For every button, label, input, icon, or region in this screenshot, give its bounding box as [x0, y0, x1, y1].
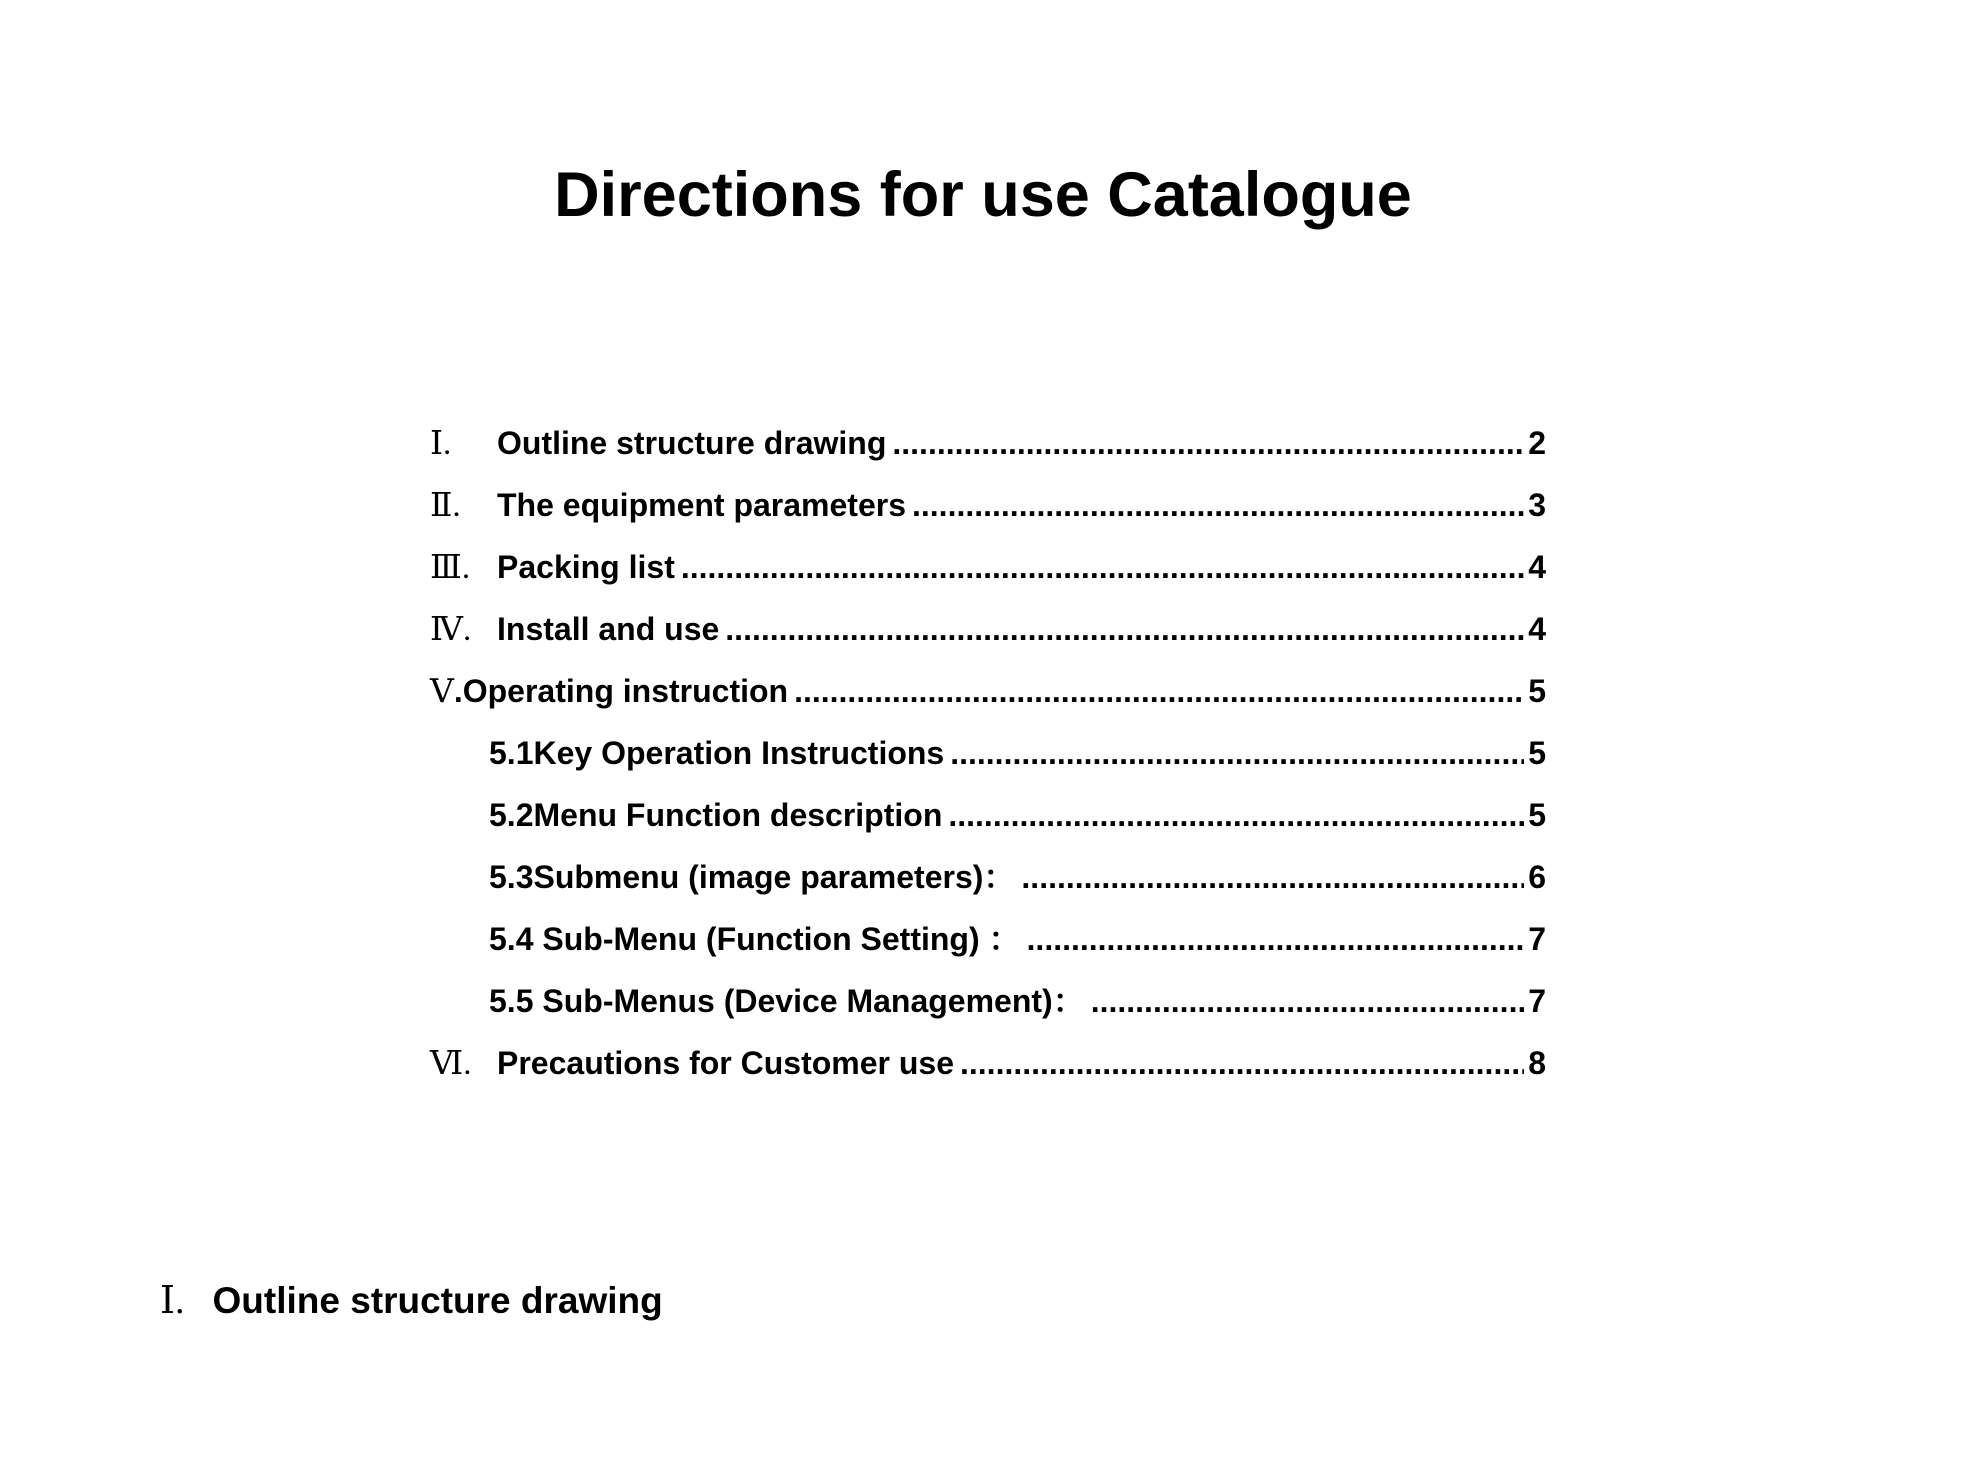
toc-entry-label: Packing list	[497, 549, 675, 585]
toc-entry-page: 6	[1528, 859, 1546, 895]
toc-dot-leader	[725, 598, 1524, 660]
toc-entry-page: 2	[1528, 425, 1546, 461]
toc-entry-page: 7	[1528, 921, 1546, 957]
toc-entry-page: 5	[1528, 797, 1546, 833]
toc-entry-precautions-for-customer-use[interactable]	[430, 1032, 1546, 1094]
toc-dot-leader	[794, 660, 1524, 722]
toc-entry-label: 5.5 Sub-Menus (Device Management)：	[489, 983, 1085, 1019]
toc-entry-label: 5.4 Sub-Menu (Function Setting) ：	[489, 921, 1021, 957]
toc-dot-leader	[912, 474, 1524, 536]
toc-entry-number: Ⅲ.	[430, 550, 471, 586]
toc-dot-leader	[892, 412, 1524, 474]
toc-entry-menu-function-description[interactable]	[430, 784, 1546, 846]
toc-entry-submenu-function-setting[interactable]	[430, 908, 1546, 970]
section-number: Ⅰ.	[160, 1280, 185, 1322]
toc-entry-outline-structure-drawing[interactable]	[430, 412, 1546, 474]
toc-entry-page: 4	[1528, 549, 1546, 585]
toc-entry-label: The equipment parameters	[497, 487, 906, 523]
section-heading	[160, 1278, 663, 1324]
toc-dot-leader	[1021, 846, 1524, 908]
toc-entry-label: Precautions for Customer use	[497, 1045, 954, 1081]
toc-entry-operating-instruction[interactable]	[430, 660, 1546, 722]
toc-entry-page: 3	[1528, 487, 1546, 523]
toc-dot-leader	[950, 722, 1524, 784]
toc-entry-label: 5.2Menu Function description	[489, 797, 943, 833]
toc-entry-page: 5	[1528, 735, 1546, 771]
toc-entry-install-and-use[interactable]	[430, 598, 1546, 660]
toc-entry-page: 5	[1528, 673, 1546, 709]
toc-entry-page: 8	[1528, 1045, 1546, 1081]
page-title: Directions for use Catalogue	[554, 160, 1412, 230]
toc-entry-equipment-parameters[interactable]	[430, 474, 1546, 536]
toc-entry-packing-list[interactable]	[430, 536, 1546, 598]
toc-entry-label: 5.1Key Operation Instructions	[489, 735, 945, 771]
toc-entry-submenu-image-parameters[interactable]	[430, 846, 1546, 908]
toc-entry-number: Ⅴ	[430, 674, 454, 710]
toc-entry-number: Ⅰ.	[430, 426, 452, 462]
table-of-contents	[430, 412, 1546, 1094]
toc-entry-number: Ⅵ.	[430, 1046, 472, 1082]
toc-entry-page: 4	[1528, 611, 1546, 647]
toc-entry-page: 7	[1528, 983, 1546, 1019]
toc-dot-leader	[1027, 908, 1525, 970]
toc-dot-leader	[1091, 970, 1525, 1032]
toc-entry-number: Ⅱ.	[430, 488, 461, 524]
toc-entry-submenus-device-management[interactable]	[430, 970, 1546, 1032]
toc-entry-key-operation-instructions[interactable]	[430, 722, 1546, 784]
toc-entry-label: 5.3Submenu (image parameters)：	[489, 859, 1016, 895]
toc-entry-label: Install and use	[497, 611, 720, 647]
toc-entry-number: Ⅳ.	[430, 612, 472, 648]
toc-entry-label: .Operating instruction	[453, 673, 789, 709]
section-title: Outline structure drawing	[212, 1280, 663, 1321]
toc-dot-leader	[948, 784, 1524, 846]
toc-dot-leader	[960, 1032, 1524, 1094]
toc-entry-label: Outline structure drawing	[497, 425, 887, 461]
toc-dot-leader	[681, 536, 1524, 598]
